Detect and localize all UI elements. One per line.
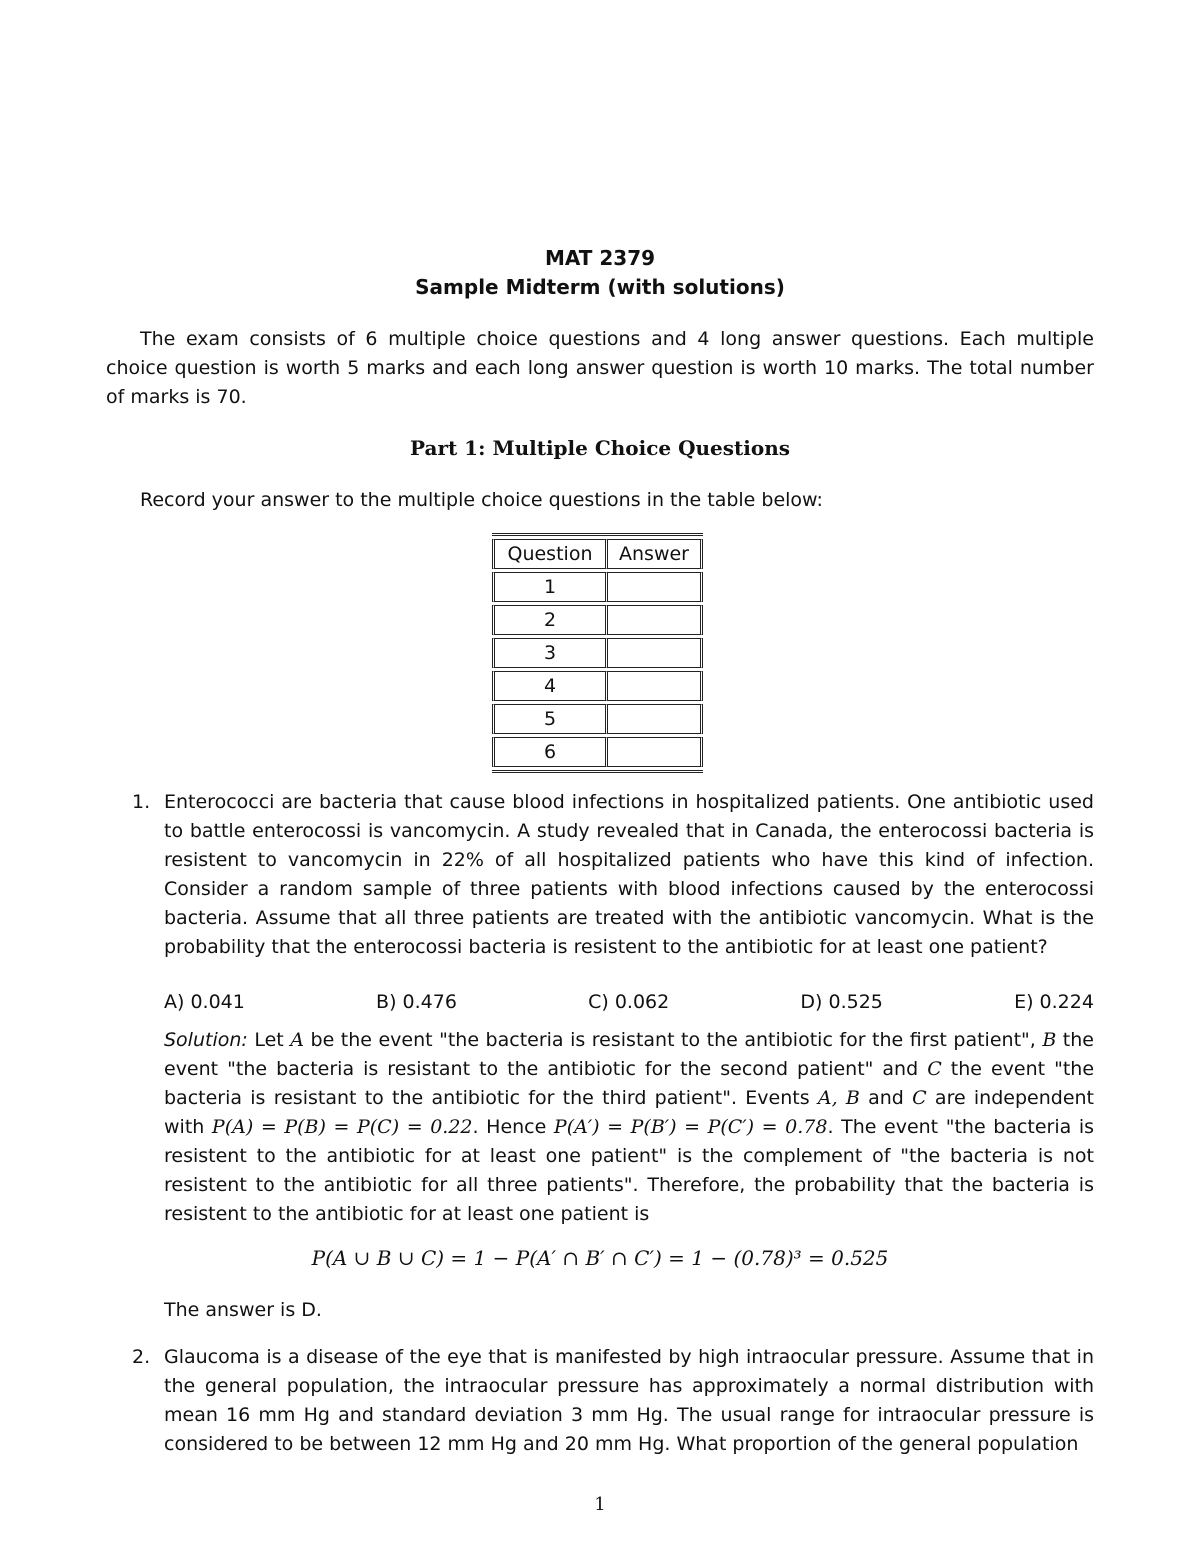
- answer-cell[interactable]: [608, 572, 703, 602]
- question-2-text: Glaucoma is a disease of the eye that is manifested by high intraocular pressure. Assume that in the general population, the intraocular pressure has approximately a normal distribution with mean 16 mm Hg and standard deviation 3 mm Hg. The usual range for intraocular pressure is considered to be between 12 mm Hg and 20 mm Hg. What proportion of the general population: [164, 1346, 1094, 1455]
- answer-statement: The answer is D.: [164, 1299, 322, 1321]
- answer-cell[interactable]: [608, 671, 703, 701]
- choice-e: E) 0.224: [1014, 991, 1094, 1013]
- math-probabilities: P(A) = P(B) = P(C) = 0.22: [211, 1116, 473, 1138]
- choice-a: A) 0.041: [164, 991, 245, 1013]
- table-row: [492, 704, 703, 734]
- answer-cell[interactable]: [608, 704, 703, 734]
- solution-equation: P(A ∪ B ∪ C) = 1 − P(A′ ∩ B′ ∩ C′) = 1 − (0.78)³ = 0.525: [311, 1246, 889, 1270]
- answer-table: [492, 533, 703, 773]
- part-title: Part 1: Multiple Choice Questions: [409, 436, 791, 460]
- choice-c: C) 0.062: [588, 991, 670, 1013]
- table-row: [492, 605, 703, 635]
- table-row: [492, 737, 703, 767]
- solution-text: Let: [247, 1029, 291, 1051]
- math-b: B: [1042, 1029, 1057, 1051]
- record-instruction: Record your answer to the multiple choice questions in the table below:: [140, 489, 823, 511]
- question-number-cell: 6: [492, 737, 608, 767]
- question-1-text: Enterococci are bacteria that cause blood infections in hospitalized patients. One antibiotic used to battle enterocossi is vancomycin. A study revealed that in Canada, the enterocossi bacteria is resistent to vancomycin in 22% of all hospitalized patients who have this kind of infection. Consider a random sample of three patients with blood infections caused by the enterocossi bacteria. Assume that all three patients are treated with the antibiotic vancomycin. What is the probability that the enterocossi bacteria is resistent to the antibiotic for at least one patient?: [164, 791, 1094, 958]
- table-header-row: [492, 539, 703, 569]
- table-header-cell: Answer: [608, 539, 703, 569]
- table-row: [492, 572, 703, 602]
- solution-text: . Hence: [472, 1116, 554, 1138]
- solution-text: . The event "the bacteria is resistent to the antibiotic for at least one patient" is the complement of "the bacteria is not resistent to the antibiotic for all three patients". Therefore, the probability that the bacteria is resistent to the antibiotic for at least one patient is: [164, 1116, 1095, 1225]
- math-c: C: [912, 1087, 927, 1109]
- table-row: [492, 638, 703, 668]
- page-number: 1: [594, 1494, 606, 1515]
- intro-paragraph: The exam consists of 6 multiple choice questions and 4 long answer questions. Each multiple choice question is worth 5 marks and each long answer question is worth 10 marks. The total number of marks is 70.: [106, 328, 1094, 408]
- answer-cell[interactable]: [608, 638, 703, 668]
- choice-b: B) 0.476: [376, 991, 457, 1013]
- math-c: C: [927, 1058, 942, 1080]
- solution-text: and: [859, 1087, 913, 1109]
- math-complements: P(A′) = P(B′) = P(C′) = 0.78: [553, 1116, 828, 1138]
- solution-paragraph: [164, 1026, 1094, 1229]
- choice-d: D) 0.525: [800, 991, 883, 1013]
- question-number-cell: 4: [492, 671, 608, 701]
- question-number-cell: 5: [492, 704, 608, 734]
- answer-choices: [164, 988, 1094, 1017]
- solution-text: be the event "the bacteria is resistant to the antibiotic for the first patient",: [303, 1029, 1043, 1051]
- course-code: MAT 2379: [544, 246, 656, 270]
- question-number-cell: 3: [492, 638, 608, 668]
- solution-label: Solution:: [164, 1029, 248, 1051]
- solution-text: the event "the bacteria is resistant to the antibiotic for the second patient" and: [164, 1029, 1094, 1080]
- question-number: 1.: [132, 791, 151, 813]
- math-a: A: [290, 1029, 304, 1051]
- question-number-cell: 1: [492, 572, 608, 602]
- question-number: 2.: [132, 1346, 151, 1368]
- question-number-cell: 2: [492, 605, 608, 635]
- table-row: [492, 671, 703, 701]
- answer-cell[interactable]: [608, 605, 703, 635]
- solution-text: are independent with: [164, 1087, 1095, 1138]
- answer-cell[interactable]: [608, 737, 703, 767]
- table-header-cell: Question: [492, 539, 608, 569]
- math-ab: A, B: [817, 1087, 860, 1109]
- solution-text: the event "the bacteria is resistant to the antibiotic for the third patient". Events: [164, 1058, 1095, 1109]
- document-subtitle: Sample Midterm (with solutions): [415, 275, 785, 299]
